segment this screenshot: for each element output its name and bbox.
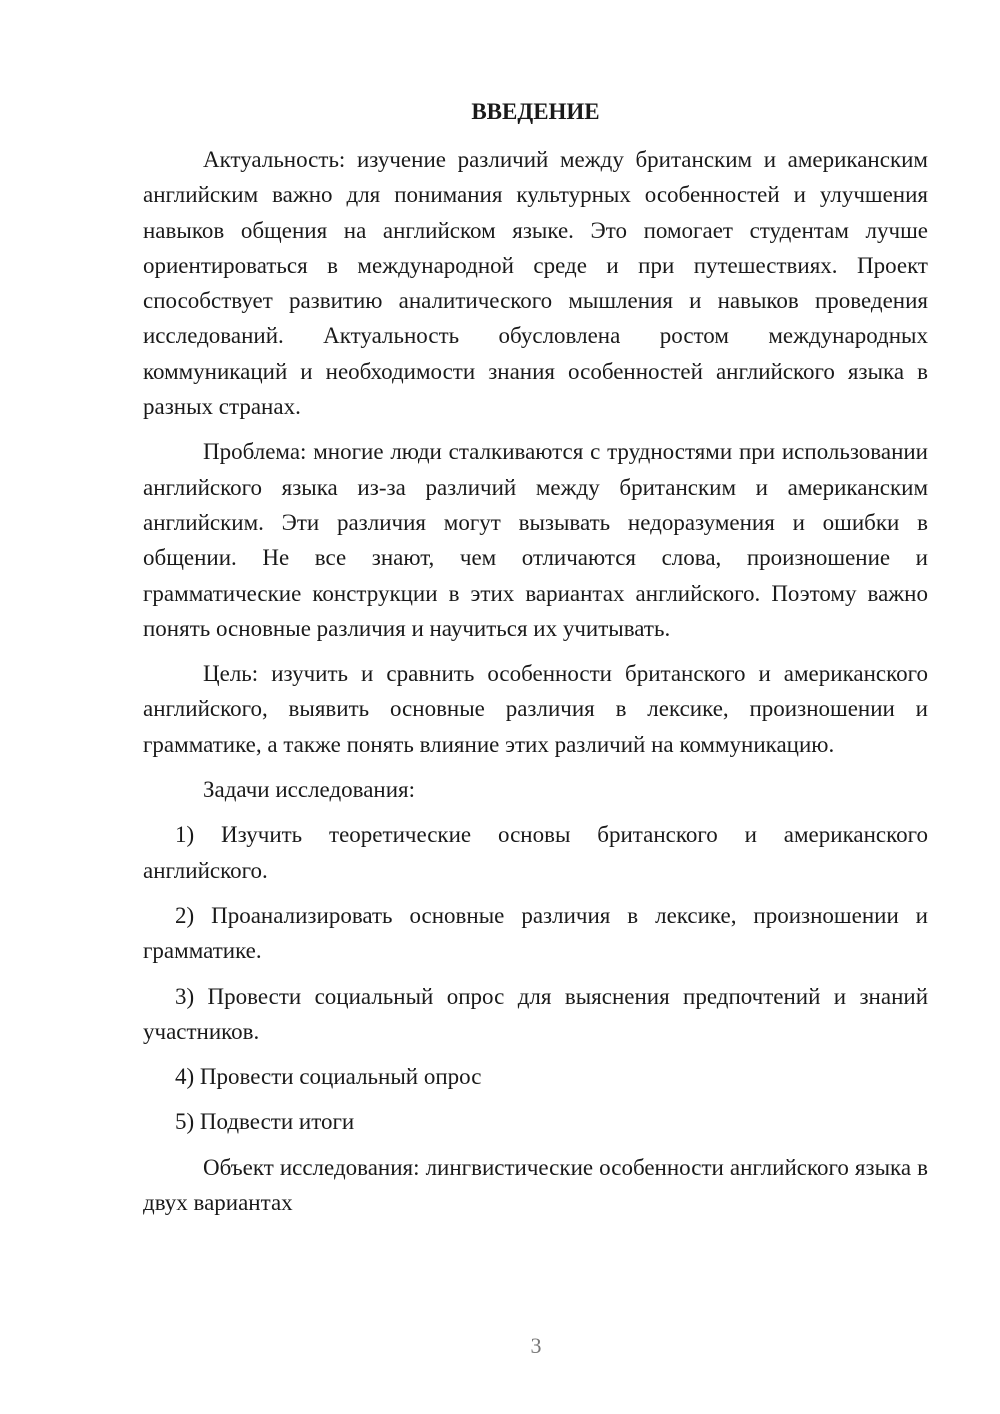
tasks-heading: Задачи исследования: bbox=[203, 777, 416, 803]
page-content bbox=[143, 94, 928, 1230]
paragraph-object: Объект исследования: лингвистические особенности английского языка в двух вариантах bbox=[143, 1154, 928, 1216]
paragraph-relevance: Актуальность: изучение различий между британским и американским английским важно для понимания культурных особенностей и улучшения навыков общения на английском языке. Это помогает студентам лучше ориентироваться в международной среде и при путешествиях. Проект способствует развитию аналитического мышления и навыков проведения исследований. Актуальность обусловлена ростом международных коммуникаций и необходимости знания особенностей английского языка в разных странах. bbox=[143, 147, 928, 420]
page-title: ВВЕДЕНИЕ bbox=[471, 99, 600, 124]
task-item-4: 4) Провести социальный опрос bbox=[175, 1064, 482, 1090]
paragraph-goal: Цель: изучить и сравнить особенности британского и американского английского, выявить основные различия в лексике, произношении и грамматике, а также понять влияние этих различий на коммуникацию. bbox=[143, 661, 928, 757]
page-number: 3 bbox=[530, 1333, 542, 1358]
task-item-5: 5) Подвести итоги bbox=[175, 1109, 355, 1135]
paragraph-problem: Проблема: многие люди сталкиваются с трудностями при использовании английского языка из-за различий между британским и американским английским. Эти различия могут вызывать недоразумения и ошибки в общении. Не все знают, чем отличаются слова, произношение и грамматические конструкции в этих вариантах английского. Поэтому важно понять основные различия и научиться их учитывать. bbox=[143, 439, 928, 641]
task-item-3: 3) Провести социальный опрос для выяснения предпочтений и знаний участников. bbox=[143, 983, 928, 1044]
task-item-2: 2) Проанализировать основные различия в лексике, произношении и грамматике. bbox=[143, 902, 928, 964]
task-item-1: 1) Изучить теоретические основы британского и американского английского. bbox=[143, 822, 928, 883]
